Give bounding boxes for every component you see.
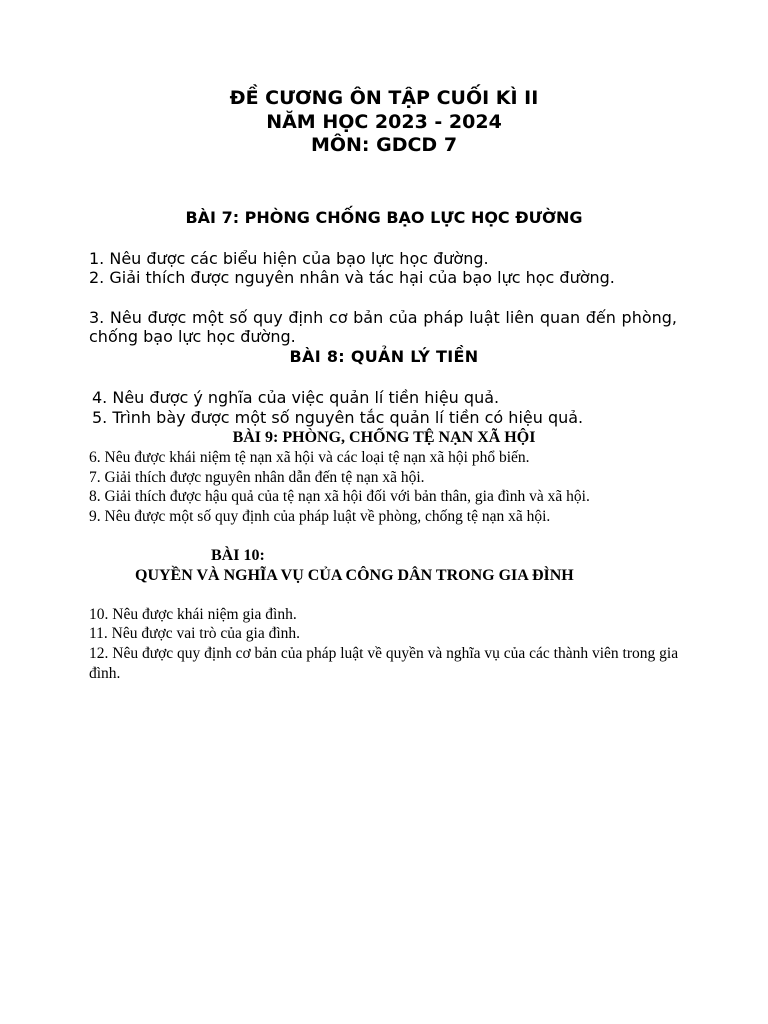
item-5: 5. Trình bày được một số nguyên tắc quản lí tiền có hiệu quả. — [92, 408, 584, 427]
lesson-10-title: QUYỀN VÀ NGHĨA VỤ CỦA CÔNG DÂN TRONG GIA ĐÌNH — [135, 567, 574, 584]
item-12: 12. Nêu được quy định cơ bản của pháp luật về quyền và nghĩa vụ của các thành viên trong gia đình. — [89, 645, 679, 682]
item-1: 1. Nêu được các biểu hiện của bạo lực học đường. — [89, 249, 489, 268]
subject-title: MÔN: GDCD 7 — [310, 134, 458, 156]
item-8: 8. Giải thích được hậu quả của tệ nạn xã hội đối với bản thân, gia đình và xã hội. — [89, 488, 590, 505]
lesson-9-heading: BÀI 9: PHÒNG, CHỐNG TỆ NẠN XÃ HỘI — [232, 429, 536, 446]
item-9: 9. Nêu được một số quy định của pháp luật về phòng, chống tệ nạn xã hội. — [89, 508, 551, 525]
school-year: NĂM HỌC 2023 - 2024 — [266, 111, 502, 133]
item-4: 4. Nêu được ý nghĩa của việc quản lí tiền hiệu quả. — [92, 388, 500, 407]
item-3: 3. Nêu được một số quy định cơ bản của pháp luật liên quan đến phòng, chống bạo lực học đường. — [89, 308, 677, 346]
document-title: ĐỀ CƯƠNG ÔN TẬP CUỐI KÌ II — [229, 87, 539, 109]
item-6: 6. Nêu được khái niệm tệ nạn xã hội và các loại tệ nạn xã hội phổ biến. — [89, 449, 530, 466]
item-11: 11. Nêu được vai trò của gia đình. — [89, 625, 301, 642]
lesson-10-heading: BÀI 10: — [211, 547, 265, 564]
lesson-7-heading: BÀI 7: PHÒNG CHỐNG BẠO LỰC HỌC ĐƯỜNG — [185, 208, 583, 227]
item-7: 7. Giải thích được nguyên nhân dẫn đến tệ nạn xã hội. — [89, 469, 425, 486]
item-2: 2. Giải thích được nguyên nhân và tác hại của bạo lực học đường. — [89, 268, 615, 287]
lesson-8-heading: BÀI 8: QUẢN LÝ TIỀN — [289, 347, 479, 366]
item-10: 10. Nêu được khái niệm gia đình. — [89, 606, 297, 623]
